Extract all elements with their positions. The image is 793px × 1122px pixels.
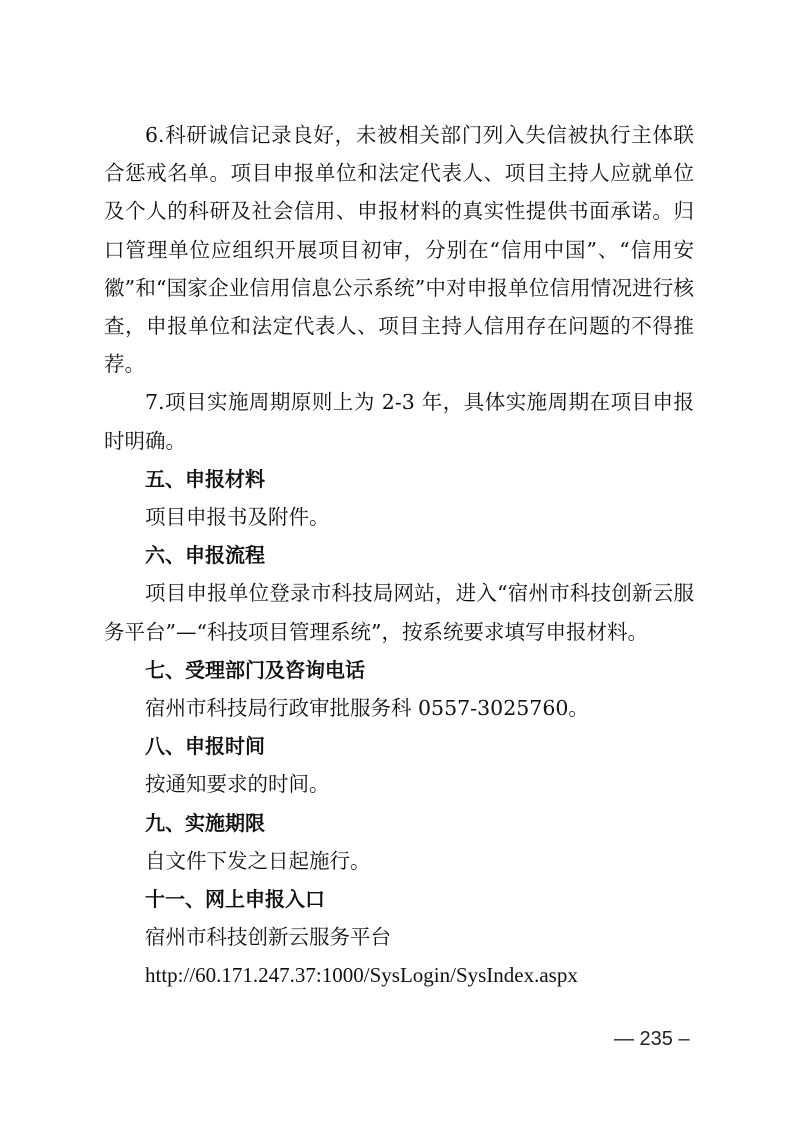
page-number: — 235 –: [614, 1028, 690, 1050]
section-heading-application-time: 八、申报时间: [145, 734, 265, 759]
section-heading-materials: 五、申报材料: [145, 466, 265, 491]
section-body-process: 项目申报单位登录市科技局网站，进入“宿州市科技创新云服务平台”—“科技项目管理系统”，按系统要求填写申报材料。: [104, 581, 694, 644]
section-body-application-time: 按通知要求的时间。: [145, 772, 330, 797]
section-body-materials: 项目申报书及附件。: [145, 505, 330, 530]
section-heading-contact: 七、受理部门及咨询电话: [145, 657, 365, 682]
online-entry-url[interactable]: http://60.171.247.37:1000/SysLogin/SysIndex.aspx: [145, 963, 578, 988]
section-heading-online-entry: 十一、网上申报入口: [145, 887, 325, 912]
section-heading-process: 六、申报流程: [145, 543, 265, 568]
document-body: [104, 116, 694, 995]
section-body-platform-name: 宿州市科技创新云服务平台: [145, 925, 391, 950]
section-heading-effective-period: 九、实施期限: [145, 810, 265, 835]
section-body-contact: 宿州市科技局行政审批服务科 0557-3025760。: [145, 696, 589, 721]
section-body-effective-period: 自文件下发之日起施行。: [145, 848, 371, 873]
paragraph-credit-requirement: 6.科研诚信记录良好，未被相关部门列入失信被执行主体联合惩戒名单。项目申报单位和法定代表人、项目主持人应就单位及个人的科研及社会信用、申报材料的真实性提供书面承诺。归口管理单位应组织开展项目初审，分别在“信用中国”、“信用安徽”和“国家企业信用信息公示系统”中对申报单位信用情况进行核查，申报单位和法定代表人、项目主持人信用存在问题的不得推荐。: [104, 123, 694, 377]
paragraph-implementation-period: 7.项目实施周期原则上为 2-3 年，具体实施周期在项目申报时明确。: [104, 390, 694, 453]
